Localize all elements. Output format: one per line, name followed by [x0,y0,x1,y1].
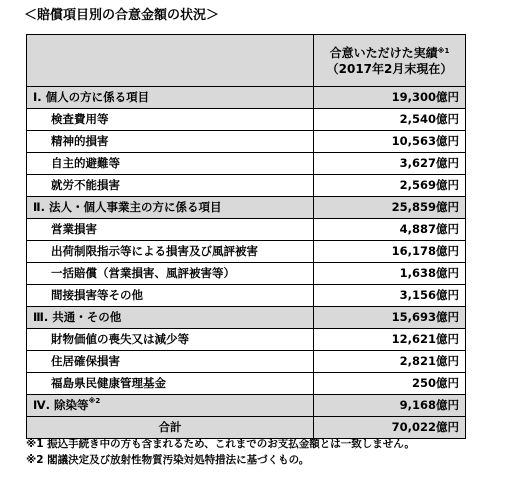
row-note-mark: ※2 [88,396,101,405]
item-amount: 2,540億円 [314,109,466,131]
item-name [27,153,314,175]
header-note-mark: ※1 [437,46,450,55]
total-value: 70,022億円 [314,417,466,439]
header-amount-title: 合意いただけた実績 [329,45,438,60]
row-label: 福島県民健康管理基金 [51,375,166,390]
item-name [27,373,314,395]
item-amount: 16,178億円 [314,241,466,263]
item-row [27,263,466,285]
category-amount: 15,693億円 [314,307,466,329]
row-label: 財物価値の喪失又は減少等 [51,331,189,346]
item-amount: 2,569億円 [314,175,466,197]
category-name [27,307,314,329]
row-label: 住居確保損害 [51,353,120,368]
row-label: 営業損害 [51,221,97,236]
row-label: 検査費用等 [51,111,109,126]
item-name [27,263,314,285]
item-amount: 3,627億円 [314,153,466,175]
footnote-1: ※1 振込手続き中の方も含まれるため、これまでのお支払金額とは一致しません。 [26,438,415,450]
item-row [27,329,466,351]
category-name [27,87,314,109]
item-row [27,175,466,197]
item-row [27,219,466,241]
category-row [27,87,466,109]
category-amount: 25,859億円 [314,197,466,219]
row-label: 自主的避難等 [51,155,120,170]
item-amount: 2,821億円 [314,351,466,373]
item-row [27,285,466,307]
category-row [27,307,466,329]
total-label: 合計 [27,417,314,439]
table-caption: ＜賠償項目別の合意金額の状況＞ [24,8,220,23]
item-row [27,131,466,153]
compensation-table [26,34,466,439]
row-label: 出荷制限指示等による損害及び風評被害 [51,243,258,258]
category-name [27,395,314,417]
item-name [27,351,314,373]
item-name [27,285,314,307]
item-row [27,153,466,175]
item-name [27,241,314,263]
item-row [27,109,466,131]
footnote-2: ※2 閣議決定及び放射性物質汚染対処特措法に基づくもの。 [26,454,310,466]
item-amount: 250億円 [314,373,466,395]
category-row [27,197,466,219]
row-label: 間接損害等その他 [51,287,143,302]
item-row [27,351,466,373]
item-amount: 4,887億円 [314,219,466,241]
item-name [27,131,314,153]
header-amount-date: （2017年2月末現在） [326,61,453,76]
row-label: 一括賠償（営業損害、風評被害等） [51,265,235,280]
item-amount: 1,638億円 [314,263,466,285]
row-label: Ⅰ. 個人の方に係る項目 [33,89,150,104]
item-amount: 3,156億円 [314,285,466,307]
row-label: Ⅳ. 除染等 [33,397,89,412]
item-row [27,373,466,395]
category-row [27,395,466,417]
item-row [27,241,466,263]
table-header-row [27,35,466,87]
row-label: Ⅱ. 法人・個人事業主の方に係る項目 [33,199,222,214]
row-label: 就労不能損害 [51,177,120,192]
item-name [27,175,314,197]
item-name [27,219,314,241]
item-amount: 10,563億円 [314,131,466,153]
category-amount: 9,168億円 [314,395,466,417]
row-label: Ⅲ. 共通・その他 [33,309,122,324]
category-amount: 19,300億円 [314,87,466,109]
item-amount: 12,621億円 [314,329,466,351]
category-name [27,197,314,219]
row-label: 精神的損害 [51,133,109,148]
header-amount-cell [314,35,466,87]
footnotes [26,436,415,468]
item-name [27,109,314,131]
item-name [27,329,314,351]
header-blank-cell [27,35,314,87]
